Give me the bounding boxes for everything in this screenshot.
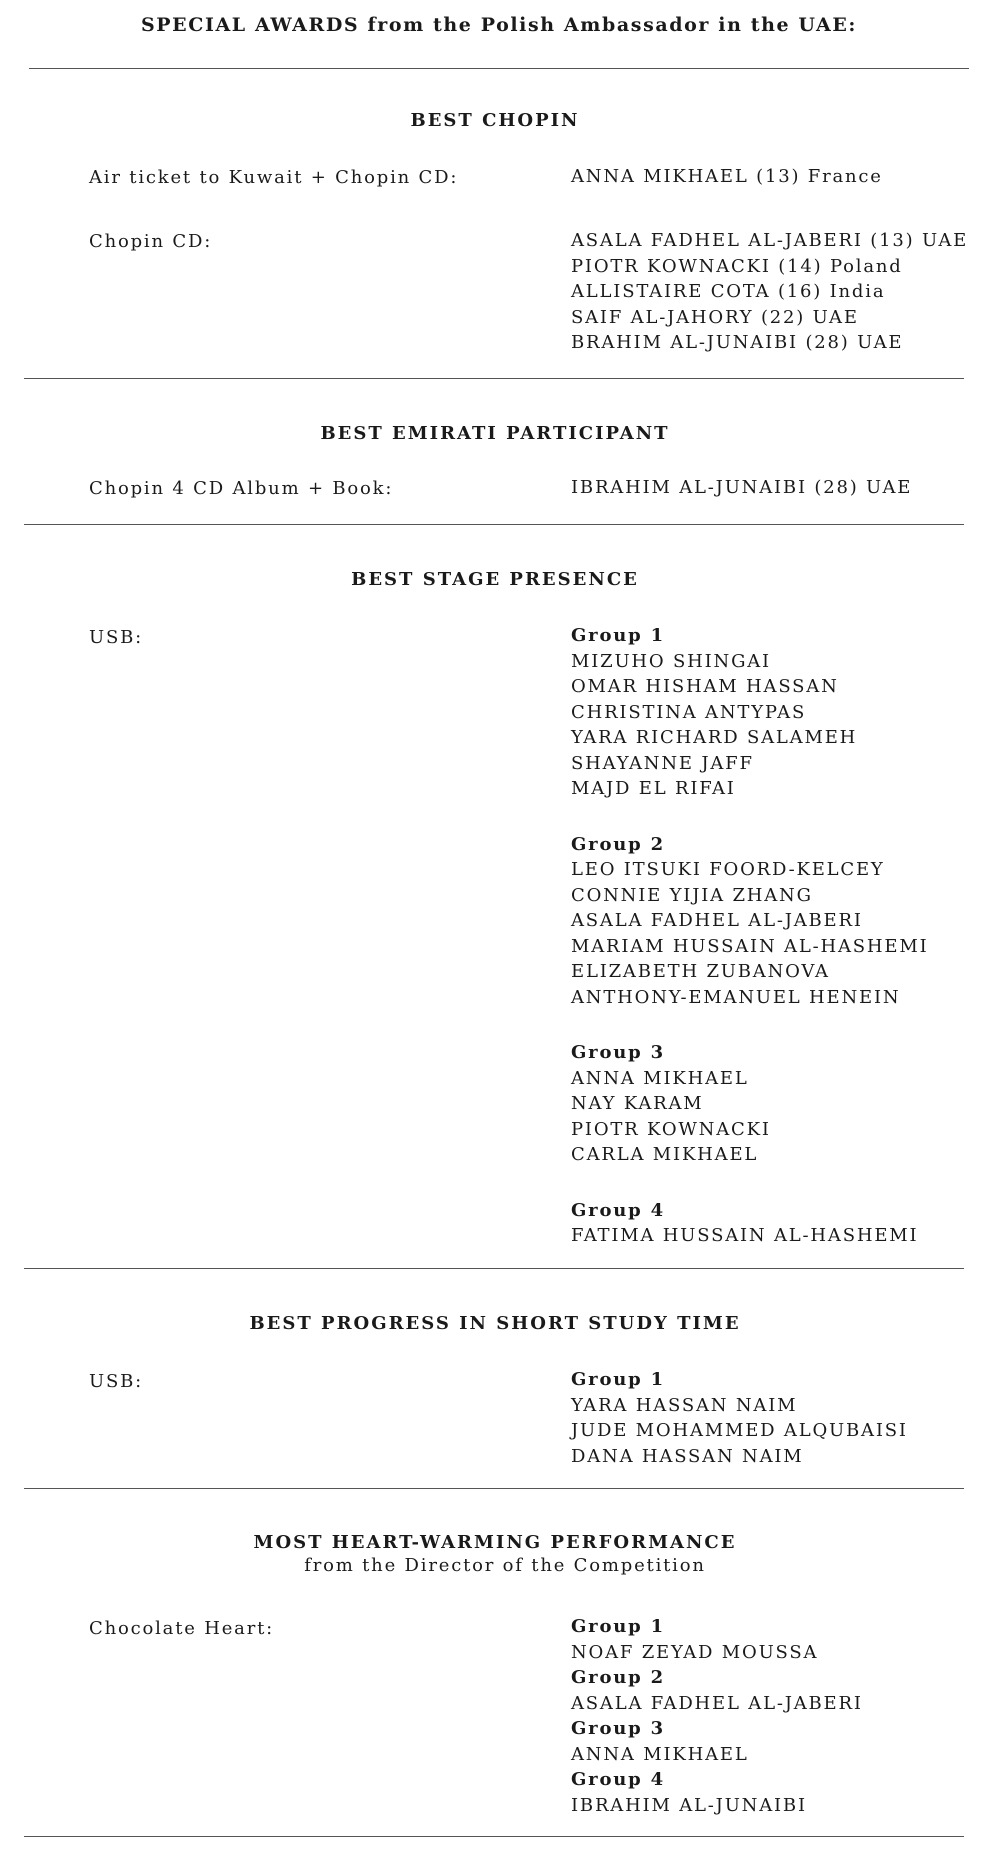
winner-name: SHAYANNE JAFF bbox=[571, 752, 754, 774]
group-block bbox=[571, 1665, 991, 1716]
winner-name: MIZUHO SHINGAI bbox=[571, 650, 771, 672]
group-heading: Group 1 bbox=[571, 1616, 665, 1637]
winner-name: DANA HASSAN NAIM bbox=[571, 1445, 804, 1467]
prize-label: Chopin 4 CD Album + Book: bbox=[89, 478, 394, 499]
group-heading: Group 3 bbox=[571, 1718, 665, 1739]
prize-label: Chopin CD: bbox=[89, 231, 213, 252]
divider bbox=[24, 1488, 964, 1489]
section-title-best-chopin: BEST CHOPIN bbox=[410, 110, 580, 131]
prize-label: Air ticket to Kuwait + Chopin CD: bbox=[89, 167, 459, 188]
winner-name: BRAHIM AL-JUNAIBI (28) UAE bbox=[571, 332, 904, 353]
section-title-best-emirati: BEST EMIRATI PARTICIPANT bbox=[320, 423, 670, 444]
prize-label: USB: bbox=[89, 1371, 143, 1392]
group-block bbox=[571, 623, 991, 802]
winner-name: ANNA MIKHAEL bbox=[571, 1067, 749, 1089]
winners-list bbox=[571, 228, 991, 356]
group-block bbox=[571, 832, 991, 1011]
winner-name: IBRAHIM AL-JUNAIBI bbox=[571, 1794, 807, 1816]
divider bbox=[24, 378, 964, 379]
group-block bbox=[571, 1614, 991, 1665]
winner-name: ASALA FADHEL AL-JABERI (13) UAE bbox=[571, 230, 969, 251]
page-title: SPECIAL AWARDS from the Polish Ambassador in the UAE: bbox=[140, 14, 858, 36]
winner-name: ASALA FADHEL AL-JABERI bbox=[571, 1692, 863, 1714]
section-title-best-stage: BEST STAGE PRESENCE bbox=[351, 569, 639, 590]
group-heading: Group 2 bbox=[571, 1667, 665, 1688]
winners-list bbox=[571, 475, 991, 501]
winner-name: ANNA MIKHAEL bbox=[571, 1743, 749, 1765]
winner-name: ANNA MIKHAEL (13) France bbox=[571, 166, 883, 187]
group-heading: Group 3 bbox=[571, 1042, 665, 1063]
winner-name: SAIF AL-JAHORY (22) UAE bbox=[571, 306, 859, 328]
group-heading: Group 2 bbox=[571, 833, 665, 855]
section-title-heart-warming: MOST HEART-WARMING PERFORMANCE bbox=[253, 1532, 737, 1553]
divider bbox=[24, 524, 964, 525]
winner-name: YARA HASSAN NAIM bbox=[571, 1394, 798, 1416]
group-heading: Group 4 bbox=[571, 1769, 665, 1790]
winner-name: YARA RICHARD SALAMEH bbox=[571, 727, 858, 748]
winners-list bbox=[571, 1614, 991, 1818]
winner-name: CARLA MIKHAEL bbox=[571, 1144, 759, 1165]
winner-name: JUDE MOHAMMED ALQUBAISI bbox=[571, 1420, 908, 1441]
winner-name: IBRAHIM AL-JUNAIBI (28) UAE bbox=[571, 477, 913, 498]
winner-name: MAJD EL RIFAI bbox=[571, 778, 736, 799]
winner-name: ELIZABETH ZUBANOVA bbox=[571, 961, 830, 982]
group-block bbox=[571, 1716, 991, 1767]
winner-name: LEO ITSUKI FOORD-KELCEY bbox=[571, 859, 885, 880]
divider bbox=[29, 68, 969, 69]
winner-name: FATIMA HUSSAIN AL-HASHEMI bbox=[571, 1225, 919, 1246]
winner-name: ALLISTAIRE COTA (16) India bbox=[571, 281, 886, 302]
section-subtitle: from the Director of the Competition bbox=[304, 1555, 706, 1576]
group-block bbox=[571, 1767, 991, 1818]
winner-name: PIOTR KOWNACKI (14) Poland bbox=[571, 255, 903, 277]
divider bbox=[24, 1268, 964, 1269]
winners-list bbox=[571, 164, 991, 190]
winner-name: PIOTR KOWNACKI bbox=[571, 1118, 771, 1140]
winner-name: NAY KARAM bbox=[571, 1093, 704, 1114]
winner-name: ASALA FADHEL AL-JABERI bbox=[571, 910, 863, 931]
winners-list bbox=[571, 623, 991, 1249]
prize-label: USB: bbox=[89, 627, 143, 648]
winner-name: MARIAM HUSSAIN AL-HASHEMI bbox=[571, 935, 929, 957]
group-heading: Group 1 bbox=[571, 1369, 665, 1390]
winner-name: OMAR HISHAM HASSAN bbox=[571, 676, 839, 697]
winner-name: NOAF ZEYAD MOUSSA bbox=[571, 1641, 819, 1663]
section-title-best-progress: BEST PROGRESS IN SHORT STUDY TIME bbox=[249, 1313, 741, 1334]
winner-name: CONNIE YIJIA ZHANG bbox=[571, 884, 813, 906]
group-heading: Group 1 bbox=[571, 625, 665, 646]
divider bbox=[24, 1836, 964, 1837]
prize-label: Chocolate Heart: bbox=[89, 1618, 274, 1639]
winner-name: ANTHONY-EMANUEL HENEIN bbox=[571, 986, 901, 1008]
winners-list bbox=[571, 1367, 991, 1469]
group-block bbox=[571, 1198, 991, 1249]
group-heading: Group 4 bbox=[571, 1199, 665, 1221]
group-block bbox=[571, 1040, 991, 1168]
group-block bbox=[571, 1367, 991, 1469]
winner-name: CHRISTINA ANTYPAS bbox=[571, 701, 807, 723]
